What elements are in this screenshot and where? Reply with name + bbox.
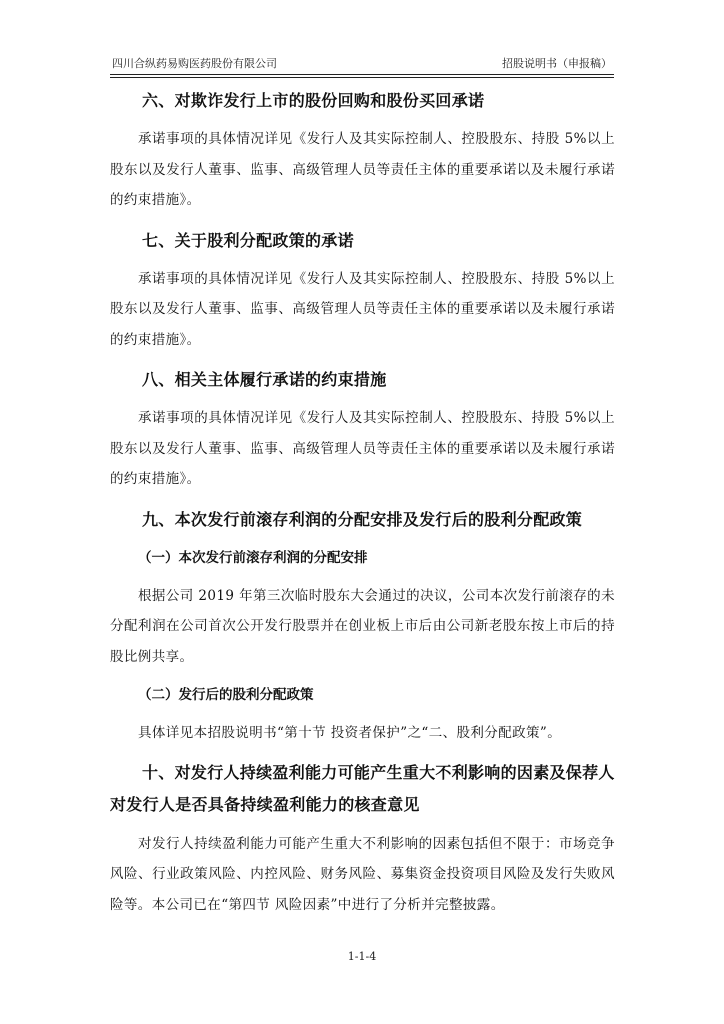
section-9-heading: 九、本次发行前滚存利润的分配安排及发行后的股利分配政策 — [142, 509, 583, 529]
header-rule-top — [110, 74, 614, 75]
section-7-heading: 七、关于股利分配政策的承诺 — [142, 230, 354, 250]
section-9-subheading-2: （二）发行后的股利分配政策 — [138, 687, 314, 703]
section-8-heading: 八、相关主体履行承诺的约束措施 — [142, 370, 387, 389]
section-10-heading: 十、对发行人持续盈利能力可能产生重大不利影响的因素及保荐人对发行人是否具备持续盈利能力的核查意见 — [110, 762, 615, 814]
section-10-body: 对发行人持续盈利能力可能产生重大不利影响的因素包括但不限于：市场竞争风险、行业政策风险、内控风险、财务风险、募集资金投资项目风险及发行失败风险等。本公司已在“第四节 风险因素”中进行了分析并完整披露。 — [110, 835, 615, 913]
header-rule-bottom — [110, 77, 614, 78]
section-7-body: 承诺事项的具体情况详见《发行人及其实际控制人、控股股东、持股 5%以上股东以及发行人董事、监事、高级管理人员等责任主体的重要承诺以及未履行承诺的约束措施》。 — [110, 270, 615, 348]
section-9-sub1-body: 根据公司 2019 年第三次临时股东大会通过的决议，公司本次发行前滚存的未分配利润在公司首次公开发行股票并在创业板上市后由公司新老股东按上市后的持股比例共享。 — [110, 587, 615, 665]
header-company-name: 四川合纵药易购医药股份有限公司 — [112, 57, 277, 70]
page-content — [110, 86, 615, 920]
section-8-body: 承诺事项的具体情况详见《发行人及其实际控制人、控股股东、持股 5%以上股东以及发行人董事、监事、高级管理人员等责任主体的重要承诺以及未履行承诺的约束措施》。 — [110, 410, 615, 487]
page-number: 1-1-4 — [347, 950, 377, 963]
header-document-type: 招股说明书（申报稿） — [502, 57, 612, 70]
section-9-sub2-body: 具体详见本招股说明书“第十节 投资者保护”之“二、股利分配政策”。 — [138, 725, 562, 741]
section-6-heading: 六、对欺诈发行上市的股份回购和股份买回承诺 — [142, 91, 485, 110]
section-6-body: 承诺事项的具体情况详见《发行人及其实际控制人、控股股东、持股 5%以上股东以及发行人董事、监事、高级管理人员等责任主体的重要承诺以及未履行承诺的约束措施》。 — [110, 131, 615, 208]
section-9-subheading-1: （一）本次发行前滚存利润的分配安排 — [138, 549, 368, 566]
